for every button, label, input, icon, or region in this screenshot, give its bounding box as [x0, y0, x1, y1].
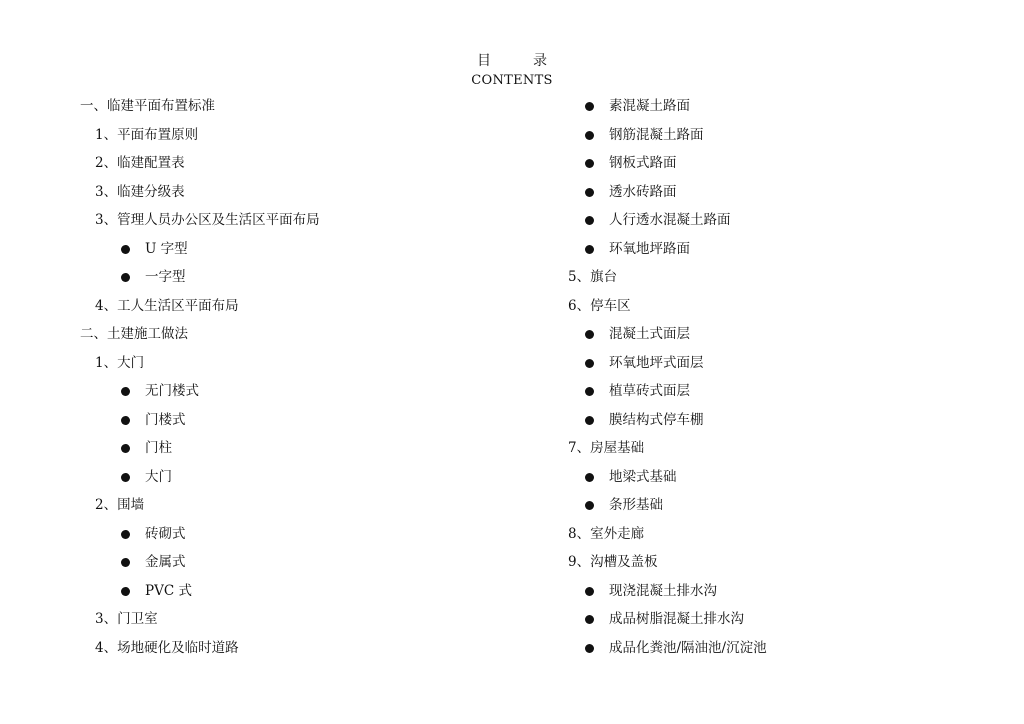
toc-entry-text: 条形基础 — [609, 497, 663, 513]
toc-subentry — [568, 406, 988, 435]
toc-subentry — [568, 491, 988, 520]
toc-entry — [80, 292, 500, 321]
toc-left-column — [80, 92, 500, 662]
toc-subtitle: CONTENTS — [471, 73, 553, 88]
toc-subentry — [568, 149, 988, 178]
bullet-icon — [121, 530, 130, 539]
toc-subentry — [80, 434, 500, 463]
toc-entry — [80, 491, 500, 520]
toc-subentry — [568, 377, 988, 406]
bullet-icon — [585, 416, 594, 425]
toc-title: 目 录 — [477, 53, 561, 69]
toc-entry — [80, 634, 500, 663]
bullet-icon — [121, 444, 130, 453]
toc-subentry — [80, 377, 500, 406]
toc-entry-text: 素混凝土路面 — [609, 98, 690, 114]
toc-entry-text: 1、大门 — [95, 354, 145, 371]
bullet-icon — [585, 245, 594, 254]
bullet-icon — [121, 273, 130, 282]
toc-subentry — [568, 320, 988, 349]
bullet-icon — [121, 558, 130, 567]
toc-entry-text: 3、门卫室 — [95, 611, 158, 627]
toc-entry-text: 砖砌式 — [145, 525, 186, 542]
toc-entry-text: 成品化粪池/隔油池/沉淀池 — [609, 639, 767, 656]
toc-subentry — [80, 520, 500, 549]
toc-entry-text: 钢筋混凝土路面 — [609, 126, 704, 143]
bullet-icon — [585, 587, 594, 596]
toc-subentry — [568, 349, 988, 378]
toc-entry-text: 一字型 — [145, 269, 186, 285]
toc-entry-text: 无门楼式 — [145, 383, 199, 399]
bullet-icon — [121, 416, 130, 425]
toc-entry-text: 二、土建施工做法 — [80, 326, 188, 342]
bullet-icon — [121, 387, 130, 396]
toc-entry-text: 门柱 — [145, 440, 172, 456]
toc-entry-text: 2、围墙 — [95, 497, 145, 513]
toc-subentry — [80, 463, 500, 492]
toc-subentry — [568, 577, 988, 606]
toc-entry-text: 膜结构式停车棚 — [609, 411, 704, 428]
toc-entry-text: 9、沟槽及盖板 — [568, 554, 658, 570]
toc-entry-text: U 字型 — [145, 240, 188, 257]
toc-entry-text: 现浇混凝土排水沟 — [609, 582, 717, 599]
toc-entry-text: 6、停车区 — [568, 297, 631, 314]
bullet-icon — [585, 501, 594, 510]
toc-entry — [80, 206, 500, 235]
toc-entry-text: 8、室外走廊 — [568, 525, 645, 542]
toc-entry-text: 3、管理人员办公区及生活区平面布局 — [95, 212, 320, 228]
toc-subentry — [568, 178, 988, 207]
toc-entry-text: 5、旗台 — [568, 269, 618, 285]
toc-entry-text: 3、临建分级表 — [95, 183, 185, 200]
bullet-icon — [585, 359, 594, 368]
toc-entry — [568, 263, 988, 292]
toc-subentry — [80, 577, 500, 606]
toc-entry — [80, 349, 500, 378]
bullet-icon — [121, 473, 130, 482]
toc-subentry — [568, 463, 988, 492]
toc-entry — [80, 605, 500, 634]
toc-entry-text: 钢板式路面 — [609, 155, 677, 171]
toc-entry-text: 环氧地坪式面层 — [609, 354, 704, 371]
toc-subentry — [568, 235, 988, 264]
toc-section — [80, 92, 500, 121]
bullet-icon — [585, 131, 594, 140]
toc-entry — [568, 548, 988, 577]
toc-entry-text: 大门 — [145, 468, 172, 485]
toc-subentry — [568, 92, 988, 121]
toc-section — [80, 320, 500, 349]
bullet-icon — [585, 387, 594, 396]
toc-entry — [80, 149, 500, 178]
toc-subentry — [568, 605, 988, 634]
toc-entry-text: 环氧地坪路面 — [609, 240, 690, 257]
bullet-icon — [585, 615, 594, 624]
toc-entry-text: 成品树脂混凝土排水沟 — [609, 611, 744, 627]
bullet-icon — [585, 644, 594, 653]
toc-entry-text: 混凝土式面层 — [609, 326, 690, 342]
toc-entry-text: 4、场地硬化及临时道路 — [95, 639, 239, 656]
bullet-icon — [585, 159, 594, 168]
bullet-icon — [585, 102, 594, 111]
toc-entry — [80, 178, 500, 207]
toc-entry — [568, 520, 988, 549]
bullet-icon — [585, 216, 594, 225]
toc-entry-text: 金属式 — [145, 554, 186, 570]
toc-entry-text: 地梁式基础 — [609, 468, 677, 485]
toc-entry-text: 1、平面布置原则 — [95, 126, 199, 143]
bullet-icon — [121, 245, 130, 254]
toc-subentry — [80, 235, 500, 264]
toc-entry-text: 门楼式 — [145, 411, 186, 428]
toc-subentry — [568, 634, 988, 663]
bullet-icon — [585, 188, 594, 197]
toc-entry — [568, 292, 988, 321]
toc-subentry — [80, 548, 500, 577]
toc-entry-text: 2、临建配置表 — [95, 155, 185, 171]
bullet-icon — [585, 330, 594, 339]
toc-right-column — [568, 92, 988, 662]
toc-entry-text: PVC 式 — [145, 582, 192, 599]
toc-subentry — [568, 121, 988, 150]
bullet-icon — [121, 587, 130, 596]
toc-entry-text: 4、工人生活区平面布局 — [95, 297, 239, 314]
bullet-icon — [585, 473, 594, 482]
toc-entry-text: 一、临建平面布置标准 — [80, 98, 215, 114]
toc-subentry — [568, 206, 988, 235]
toc-entry-text: 透水砖路面 — [609, 183, 677, 200]
toc-entry-text: 植草砖式面层 — [609, 383, 690, 399]
toc-subentry — [80, 406, 500, 435]
toc-entry — [568, 434, 988, 463]
toc-entry-text: 人行透水混凝土路面 — [609, 212, 731, 228]
toc-subentry — [80, 263, 500, 292]
toc-entry — [80, 121, 500, 150]
toc-entry-text: 7、房屋基础 — [568, 440, 645, 456]
